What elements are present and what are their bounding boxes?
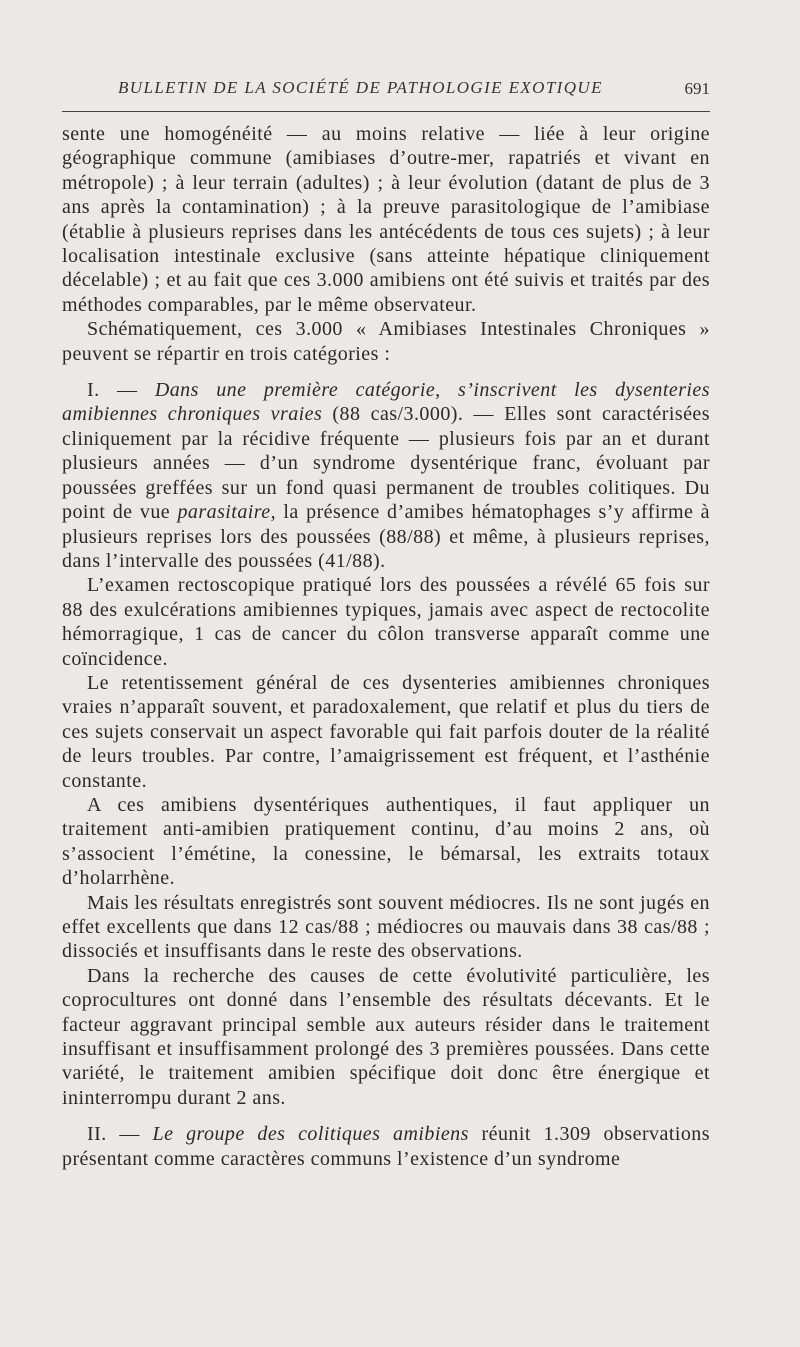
section-ii-title: Le groupe des colitiques amibiens: [152, 1123, 469, 1146]
paragraph-6: A ces amibiens dysentériques authentiques, il faut appliquer un traitement anti-amibien pratiquement continu, d’au moins 2 ans, où s’associent l’émétine, la conessine, le bémarsal, les extraits totaux d’holarrhène.: [62, 793, 710, 890]
paragraph-9: [62, 1122, 710, 1171]
paragraph-3-text-a: (88 cas/3.000). — Elles sont caractérisées cliniquement par la récidive fréquente — plusieurs fois par an et durant plusieurs années — d’un syndrome dysentérique franc, évoluant par poussées greffées sur un fond quasi permanent de troubles colitiques. Du point de vue: [62, 403, 710, 524]
paragraph-3-text-b: , la présence d’amibes hématophages s’y affirme à plusieurs reprises lors des poussées (88/88) et même, à plusieurs reprises, dans l’intervalle des poussées (41/88).: [62, 501, 710, 572]
paragraph-5: Le retentissement général de ces dysenteries amibiennes chroniques vraies n’apparaît souvent, et paradoxalement, que relatif et plus du tiers de ces sujets conservait un aspect favorable qui fait parfois douter de la réalité de leurs troubles. Par contre, l’amaigrissement est fréquent, et l’asthénie constante.: [62, 671, 710, 792]
page-number: 691: [684, 79, 710, 98]
paragraph-4: L’examen rectoscopique pratiqué lors des poussées a révélé 65 fois sur 88 des exulcérations amibiennes typiques, jamais avec aspect de rectocolite hémorragique, 1 cas de cancer du côlon transverse apparaît comme une coïncidence.: [62, 574, 710, 670]
paragraph-3: [62, 378, 710, 573]
parasitaire-term: parasitaire: [177, 501, 271, 524]
paragraph-2: Schématiquement, ces 3.000 « Amibiases Intestinales Chroniques » peuvent se répartir en trois catégories :: [62, 318, 710, 365]
section-i-title: Dans une première catégorie, s’inscrivent les dysenteries amibiennes chroniques vraies: [62, 379, 710, 426]
paragraph-7: Mais les résultats enregistrés sont souvent médiocres. Ils ne sont jugés en effet excellents que dans 12 cas/88 ; médiocres ou mauvais dans 38 cas/88 ; dissociés et insuffisants dans le reste des observations.: [62, 891, 710, 963]
paragraph-8: Dans la recherche des causes de cette évolutivité particulière, les coprocultures ont donné dans l’ensemble des résultats décevants. Et le facteur aggravant principal semble aux auteurs résider dans le traitement insuffisant et insuffisamment prolongé des 3 premières poussées. Dans cette variété, le traitement amibien spécifique doit donc être énergique et ininterrompu durant 2 ans.: [62, 964, 710, 1109]
journal-title: BULLETIN DE LA SOCIÉTÉ DE PATHOLOGIE EXOTIQUE: [118, 78, 603, 97]
header-rule: [62, 111, 710, 112]
section-number-ii: II. —: [87, 1123, 153, 1146]
article-body: [62, 122, 710, 1171]
paragraph-9-text: réunit 1.309 observations présentant comme caractères communs l’existence d’un syndrome: [62, 1123, 710, 1170]
section-number-i: I. —: [87, 379, 155, 402]
paragraph-1: sente une homogénéité — au moins relative — liée à leur origine géographique commune (amibiases d’outre-mer, rapatriés et vivant en métropole) ; à leur terrain (adultes) ; à leur évolution (datant de plus de 3 ans après la contamination) ; à la preuve parasitologique de l’amibiase (établie à plusieurs reprises dans les antécédents de tous ces sujets) ; à leur localisation intestinale exclusive (sans atteinte hépatique cliniquement décelable) ; et au fait que ces 3.000 amibiens ont été suivis et traités par des méthodes comparables, par le même observateur.: [62, 123, 710, 316]
running-head: [62, 76, 710, 106]
